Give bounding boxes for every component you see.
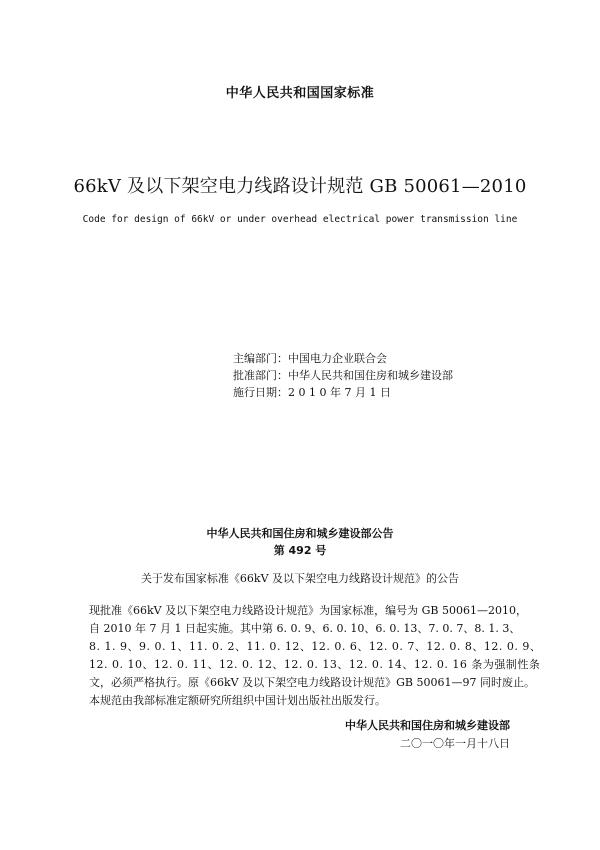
notice-body-line: 8. 1. 9、9. 0. 1、11. 0. 2、11. 0. 12、12. 0. 6、12. 0. 7、12. 0. 8、12. 0. 9、 <box>89 640 542 653</box>
notice-body-line: 现批准《66kV 及以下架空电力线路设计规范》为国家标准，编号为 GB 50061—2010， <box>89 604 527 617</box>
document-title: 66kV 及以下架空电力线路设计规范 GB 50061—2010 <box>73 176 527 197</box>
effective-date: 施行日期：2 0 1 0 年 7 月 1 日 <box>233 386 391 399</box>
notice-body-line: 文，必须严格执行。原《66kV 及以下架空电力线路设计规范》GB 50061—97 同时废止。 <box>89 676 535 689</box>
notice-number: 第 492 号 <box>273 544 327 557</box>
notice-subject: 关于发布国家标准《66kV 及以下架空电力线路设计规范》的公告 <box>140 572 460 585</box>
document-subtitle: Code for design of 66kV or under overhead electrical power transmission line <box>82 214 518 225</box>
notice-body-line: 自 2010 年 7 月 1 日起实施。其中第 6. 0. 9、6. 0. 10、6. 0. 13、7. 0. 7、8. 1. 3、 <box>89 622 521 635</box>
notice-body-line: 本规范由我部标准定额研究所组织中国计划出版社出版发行。 <box>89 694 386 707</box>
editor-department: 主编部门：中国电力企业联合会 <box>233 352 387 365</box>
approver-department: 批准部门：中华人民共和国住房和城乡建设部 <box>233 369 453 382</box>
header-organization: 中华人民共和国国家标准 <box>225 86 375 101</box>
notice-heading: 中华人民共和国住房和城乡建设部公告 <box>206 527 394 540</box>
signature-date: 二〇一〇年一月十八日 <box>400 737 510 750</box>
signature-organization: 中华人民共和国住房和城乡建设部 <box>345 719 510 732</box>
notice-body-line: 12. 0. 10、12. 0. 11、12. 0. 12、12. 0. 13、12. 0. 14、12. 0. 16 条为强制性条 <box>89 658 541 671</box>
